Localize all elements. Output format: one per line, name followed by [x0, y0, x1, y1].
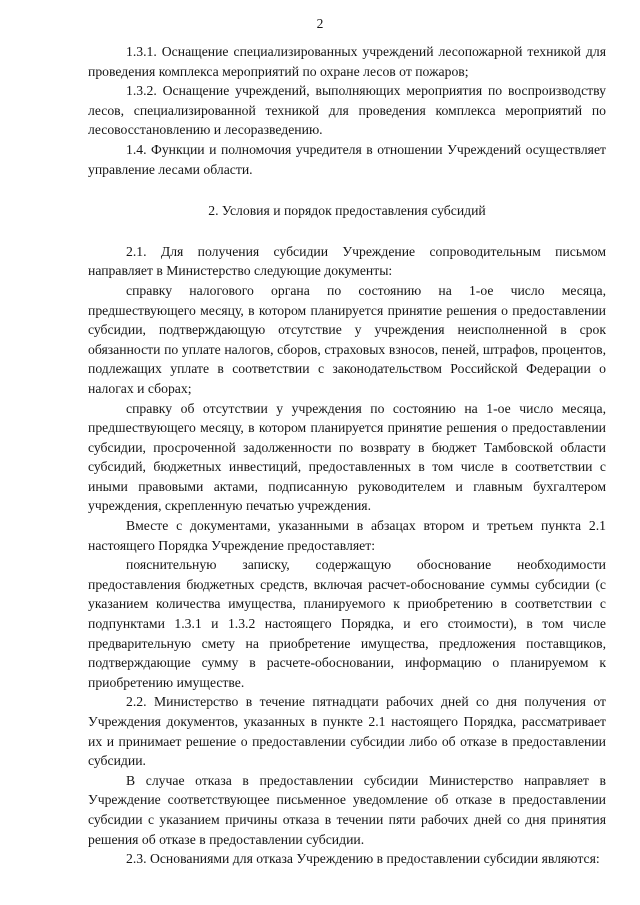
document-body: [88, 42, 606, 869]
paragraph-2-3: 2.3. Основаниями для отказа Учреждению в предоставлении субсидии являются:: [126, 851, 600, 867]
paragraph-refusal-notice: В случае отказа в предоставлении субсидии Министерство направляет в Учреждение соответствующее письменное уведомление об отказе в предоставлении субсидии с указанием причины отказа в течении пяти рабочих дней со дня принятия решения об отказе в предоставлении субсидии.: [88, 772, 606, 847]
paragraph-1-4: 1.4. Функции и полномочия учредителя в отношении Учреждений осуществляет управление лесами области.: [88, 141, 606, 177]
paragraph-2-2: 2.2. Министерство в течение пятнадцати рабочих дней со дня получения от Учреждения документов, указанных в пункте 2.1 настоящего Порядка, рассматривает их и принимает решение о предоставлении субсидии либо об отказе в предоставлении субсидии.: [88, 694, 606, 769]
section-heading: 2. Условия и порядок предоставления субсидий: [208, 203, 486, 219]
paragraph-tax-certificate: справку налогового органа по состоянию на 1-ое число месяца, предшествующего месяцу, в котором планируется принятие решения о предоставлении субсидии, подтверждающую отсутствие у учреждения неисполненной в срок обязанности по уплате налогов, сборов, страховых взносов, пеней, штрафов, процентов, подлежащих уплате в соответствии с законодательством Российской Федерации о налогах и сборах;: [88, 282, 606, 396]
paragraph-explanatory-note: пояснительную записку, содержащую обоснование необходимости предоставления бюджетных средств, включая расчет-обоснование суммы субсидии (с указанием количества имущества, планируемого к приобретению в соответствии с подпунктами 1.3.1 и 1.3.2 настоящего Порядка, и его стоимости), в том числе предварительную смету на приобретение имущества, предложения поставщиков, подтверждающие сумму в расчете-обосновании, информацию о планируемом к приобретению имуществе.: [88, 557, 606, 690]
paragraph-2-1: 2.1. Для получения субсидии Учреждение сопроводительным письмом направляет в Министерство следующие документы:: [88, 243, 606, 279]
page-number: 2: [316, 16, 324, 31]
paragraph-debt-certificate: справку об отсутствии у учреждения по состоянию на 1-ое число месяца, предшествующего месяцу, в котором планируется принятие решения о предоставлении субсидии, просроченной задолженности по возврату в бюджет Тамбовской области субсидий, бюджетных инвестиций, предоставленных в том числе в соответствии с иными правовыми актами, подписанную руководителем и главным бухгалтером учреждения, скрепленную печатью учреждения.: [88, 400, 606, 514]
paragraph-1-3-2: 1.3.2. Оснащение учреждений, выполняющих мероприятия по воспроизводству лесов, специализированной техникой для проведения комплекса мероприятий по лесовосстановлению и лесоразведению.: [88, 83, 606, 138]
paragraph-1-3-1: 1.3.1. Оснащение специализированных учреждений лесопожарной техникой для проведения комплекса мероприятий по охране лесов от пожаров;: [88, 44, 606, 79]
paragraph-documents-together: Вместе с документами, указанными в абзацах втором и третьем пункта 2.1 настоящего Порядка Учреждение предоставляет:: [88, 518, 606, 553]
